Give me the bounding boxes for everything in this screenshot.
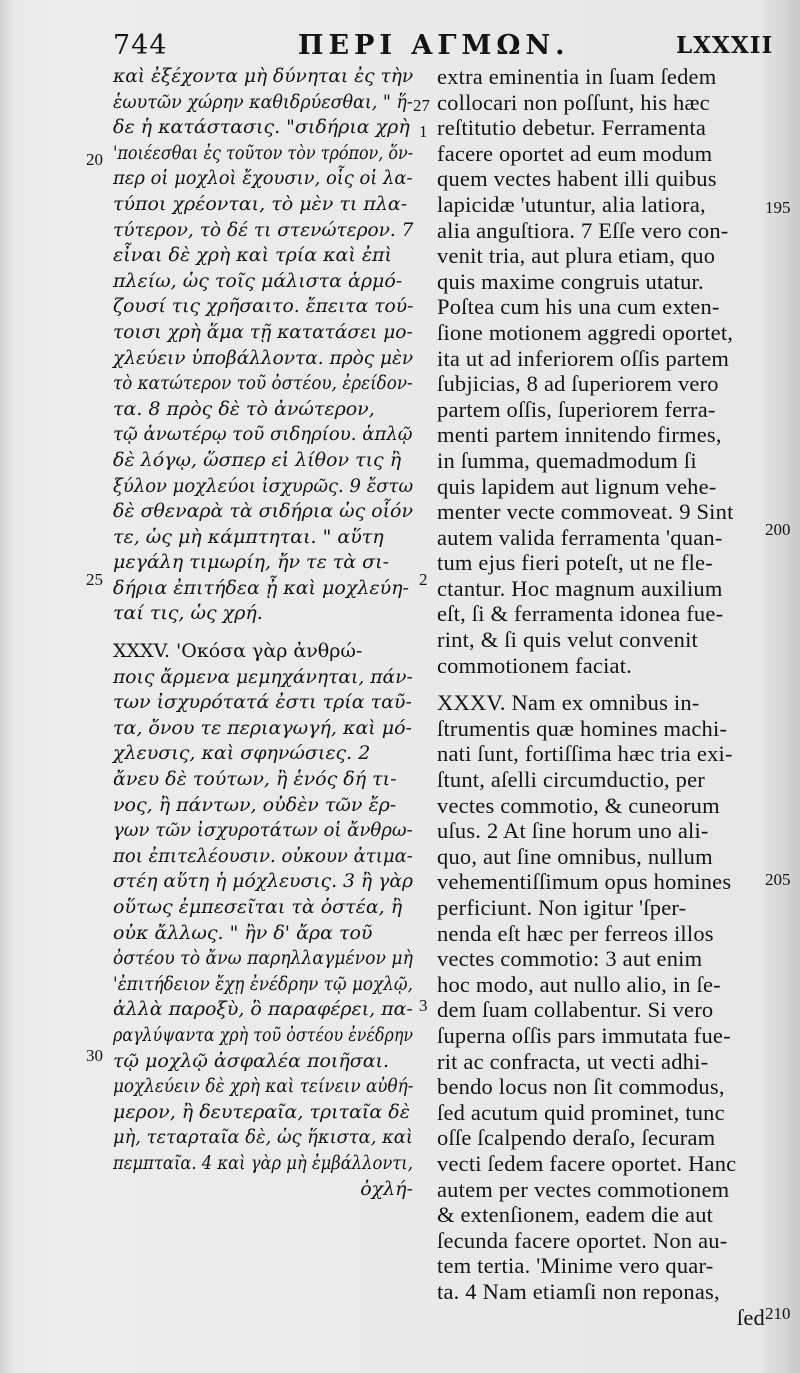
text-line: quem vectes habent illi quibus (437, 166, 717, 192)
text-line: μεγάλη τιμωρίη, ἤν τε τὰ σι- (113, 551, 390, 574)
margin-line-number: 27 (413, 96, 430, 115)
text-line: ſtrumentis quæ homines machi- (437, 715, 728, 741)
text-line: vectes commotio: 3 aut enim (437, 946, 703, 972)
text-line: ſed acutum quid prominet, tunc (437, 1099, 725, 1125)
text-line: perficiunt. Non igitur 'ſper- (437, 895, 687, 920)
text-line: οὕτως ἐμπεσεῖται τὰ ὀστέα, ἢ (113, 896, 403, 918)
text-line: ἑωυτῶν χώρην καθιδρύεσθαι, " ἥ- (113, 90, 413, 113)
margin-line-number: 2 (419, 570, 428, 589)
margin-line-number: 1 (419, 122, 428, 141)
text-line: vehementiſſimum opus homines (437, 869, 732, 895)
text-line: commotionem faciat. (437, 652, 632, 678)
text-line: τε, ὡς μὴ κάμπτηται. " αὕτη (113, 525, 384, 548)
text-line: ſed (736, 1304, 765, 1330)
text-line: ζουσί τις χρῆσαιτο. ἔπειτα τού- (113, 295, 414, 318)
margin-line-number: 200 (765, 520, 791, 539)
text-line: menti partem innitendo firmes, (437, 422, 722, 448)
text-line: vecti ſedem facere oportet. Hanc (437, 1150, 737, 1176)
text-line: δε ἡ κατάστασις. "σιδήρια χρὴ (113, 116, 410, 139)
text-line: ἀλλὰ παροξὺ, ὃ παραφέρει, πα- (113, 998, 413, 1021)
section-heading-line: XXXV. Nam ex omnibus in- (437, 690, 700, 716)
text-line: τῷ ἀνωτέρῳ τοῦ σιδηρίου. ἁπλῷ (113, 423, 413, 446)
text-line: τύτερον, τὸ δέ τι στενώτερον. 7 (113, 218, 414, 241)
text-line: partem oſſis, ſuperiorem ferra- (437, 396, 716, 422)
text-line: πεμπταῖα. 4 καὶ γὰρ μὴ ἐμβάλλοντι, (113, 1151, 413, 1174)
text-line: uſus. 2 At ſine horum uno ali- (437, 818, 709, 844)
text-line: δὲ λόγῳ, ὥσπερ εἰ λίθον τις ἢ (113, 448, 402, 471)
text-line: ſubjicias, 8 ad ſuperiorem vero (437, 371, 719, 397)
text-line: χλευσις, καὶ σφηνώσιες. 2 (113, 742, 371, 765)
text-line: περ οἱ μοχλοὶ ἔχουσιν, οἷς οἱ λα- (113, 167, 413, 190)
text-line: venit tria, aut plura etiam, quo (437, 243, 716, 269)
text-line: nenda eſt hæc per ferreos illos (437, 920, 714, 946)
text-line: νος, ἢ πάντων, οὐδὲν τῶν ἔρ- (113, 793, 397, 816)
text-line: στέη αὕτη ἡ μόχλευσις. 3 ἢ γὰρ (113, 870, 414, 893)
greek-text-column (113, 64, 413, 1202)
margin-line-number: 210 (765, 1304, 791, 1323)
text-line: tem tertia. 'Minime vero quar- (437, 1253, 714, 1279)
section-heading-line: XXXV. 'Οκόσα γὰρ ἀνθρώ- (113, 640, 363, 663)
margin-line-number: 25 (86, 570, 103, 589)
text-line: ραγλύψαντα χρὴ τοῦ ὀστέου ἐνέδρην (113, 1023, 414, 1046)
text-line: eſt, ſi & ferramenta idonea fue- (437, 601, 724, 627)
text-line: πλείω, ὡς τοῖς μάλιστα ἁρμό- (113, 269, 403, 292)
text-line: bendo locus non ſit commodus, (437, 1074, 725, 1100)
text-line: dem ſuam collabentur. Si vero (437, 997, 714, 1023)
margin-line-number: 20 (86, 150, 103, 169)
text-line: δὲ σθεναρὰ τὰ σιδήρια ὡς οἷόν (113, 500, 413, 523)
text-line: tum ejus fieri poteſt, ut ne fle- (437, 550, 713, 576)
text-line: ξύλον μοχλεύοι ἰσχυρῶς. 9 ἔστω (113, 474, 414, 497)
text-line: ποι ἐπιτελέουσιν. οὐκουν ἀτιμα- (113, 844, 413, 867)
text-line: rint, & ſi quis velut convenit (437, 627, 698, 653)
text-line: μὴ, τεταρταῖα δὲ, ὡς ἥκιστα, καὶ (113, 1126, 413, 1149)
text-line: ὀστέου τὸ ἄνω παρηλλαγμένον μὴ (113, 947, 413, 970)
text-line: in ſumma, quemadmodum ſi (437, 447, 697, 473)
latin-text-column (437, 64, 765, 1330)
text-line: των ἰσχυρότατά ἐστι τρία ταῦ- (113, 691, 412, 714)
text-line: collocari non poſſunt, his hæc (437, 89, 710, 115)
text-line: ſione motionem aggredi oportet, (437, 319, 734, 345)
text-line: οὐκ ἄλλως. " ἢν δ' ἄρα τοῦ (113, 921, 373, 944)
text-line: ὀχλή- (360, 1177, 413, 1200)
text-line: ctantur. Hoc magnum auxilium (437, 575, 723, 601)
text-line: menter vecte commoveat. 9 Sint (437, 499, 734, 525)
text-line: quis maxime congruis utatur. (437, 268, 704, 294)
running-title: ΠΕΡΙ ΑΓΜΩΝ. (298, 30, 570, 61)
text-line: γων τῶν ἰσχυροτάτων οἱ ἄνθρω- (113, 819, 413, 842)
section-gap (113, 627, 413, 639)
text-line: 'ἐπιτήδειον ἔχῃ ἐνέδρην τῷ μοχλῷ, (113, 972, 413, 995)
text-line: ſecunda facere oportet. Non au- (437, 1227, 728, 1253)
text-line: χλεύειν ὑποβάλλοντα. πρὸς μὲν (113, 346, 414, 369)
text-line: ἄνευ δὲ τούτων, ἢ ἑνός δή τι- (113, 768, 397, 791)
text-line: τα, ὄνου τε περιαγωγή, καὶ μό- (113, 716, 412, 739)
text-line: Poſtea cum his una cum exten- (437, 294, 720, 320)
text-line: τοισι χρὴ ἅμα τῇ κατατάσει μο- (113, 320, 413, 343)
text-line: quo, aut ſine omnibus, nullum (437, 843, 713, 869)
text-line: τα. 8 πρὸς δὲ τὸ ἀνώτερον, (113, 397, 375, 420)
text-line: hoc modo, aut nullo alio, in ſe- (437, 971, 721, 997)
text-line: lapicidæ 'utuntur, alia latiora, (437, 191, 706, 217)
text-line: δήρια ἐπιτήδεα ᾖ καὶ μοχλεύη- (113, 576, 409, 599)
text-line: extra eminentia in ſuam ſedem (437, 64, 717, 89)
section-code: LXXXII (676, 32, 774, 59)
page-number: 744 (113, 30, 168, 61)
text-line: & extenſionem, eadem die aut (437, 1202, 714, 1228)
margin-line-number: 3 (419, 996, 428, 1015)
text-line: τῷ μοχλῷ ἀσφαλέα ποιῆσαι. (113, 1049, 390, 1072)
text-line: autem per vectes commotionem (437, 1176, 730, 1202)
text-line: μοχλεύειν δὲ χρὴ καὶ τείνειν αὐθή- (113, 1075, 414, 1098)
text-line: ταί τις, ὡς χρή. (113, 602, 263, 625)
text-line: εἶναι δὲ χρὴ καὶ τρία καὶ ἐπὶ (113, 244, 392, 267)
margin-line-number: 30 (86, 1046, 103, 1065)
text-line: τύποι χρέονται, τὸ μὲν τι πλα- (113, 192, 408, 215)
text-line: ſuperna oſſis pars immutata fue- (437, 1022, 731, 1048)
text-line: rit ac confracta, ut vecti adhi- (437, 1048, 709, 1074)
text-line: reſtitutio debetur. Ferramenta (437, 115, 707, 141)
margin-line-number: 195 (765, 198, 791, 217)
text-line: nati ſunt, fortiſſima hæc tria exi- (437, 741, 733, 767)
text-line: vectes commotio, & cuneorum (437, 792, 720, 818)
text-line: 'ποιέεσθαι ἐς τοῦτον τὸν τρόπον, ὅν- (113, 141, 414, 164)
text-line: ſtunt, aſelli circumductio, per (437, 767, 705, 793)
text-line: quis lapidem aut lignum vehe- (437, 473, 717, 499)
text-line: facere oportet ad eum modum (437, 140, 713, 166)
text-line: μερον, ἢ δευτεραῖα, τριταῖα δὲ (113, 1100, 410, 1123)
text-line: ποις ἄρμενα μεμηχάνηται, πάν- (113, 665, 413, 688)
text-line: ita ut ad inferiorem oſſis partem (437, 345, 730, 371)
text-line: autem valida ferramenta 'quan- (437, 524, 723, 550)
text-line: alia anguſtiora. 7 Eſſe vero con- (437, 217, 729, 243)
text-line: oſſe ſcalpendo deraſo, ſecuram (437, 1125, 716, 1151)
section-gap (437, 678, 765, 690)
text-line: καὶ ἐξέχοντα μὴ δύνηται ἐς τὴν (113, 65, 414, 87)
text-line: ta. 4 Nam etiamſi non reponas, (437, 1278, 720, 1304)
text-line: τὸ κατώτερον τοῦ ὀστέου, ἐρείδον- (113, 372, 413, 395)
margin-line-number: 205 (765, 870, 791, 889)
